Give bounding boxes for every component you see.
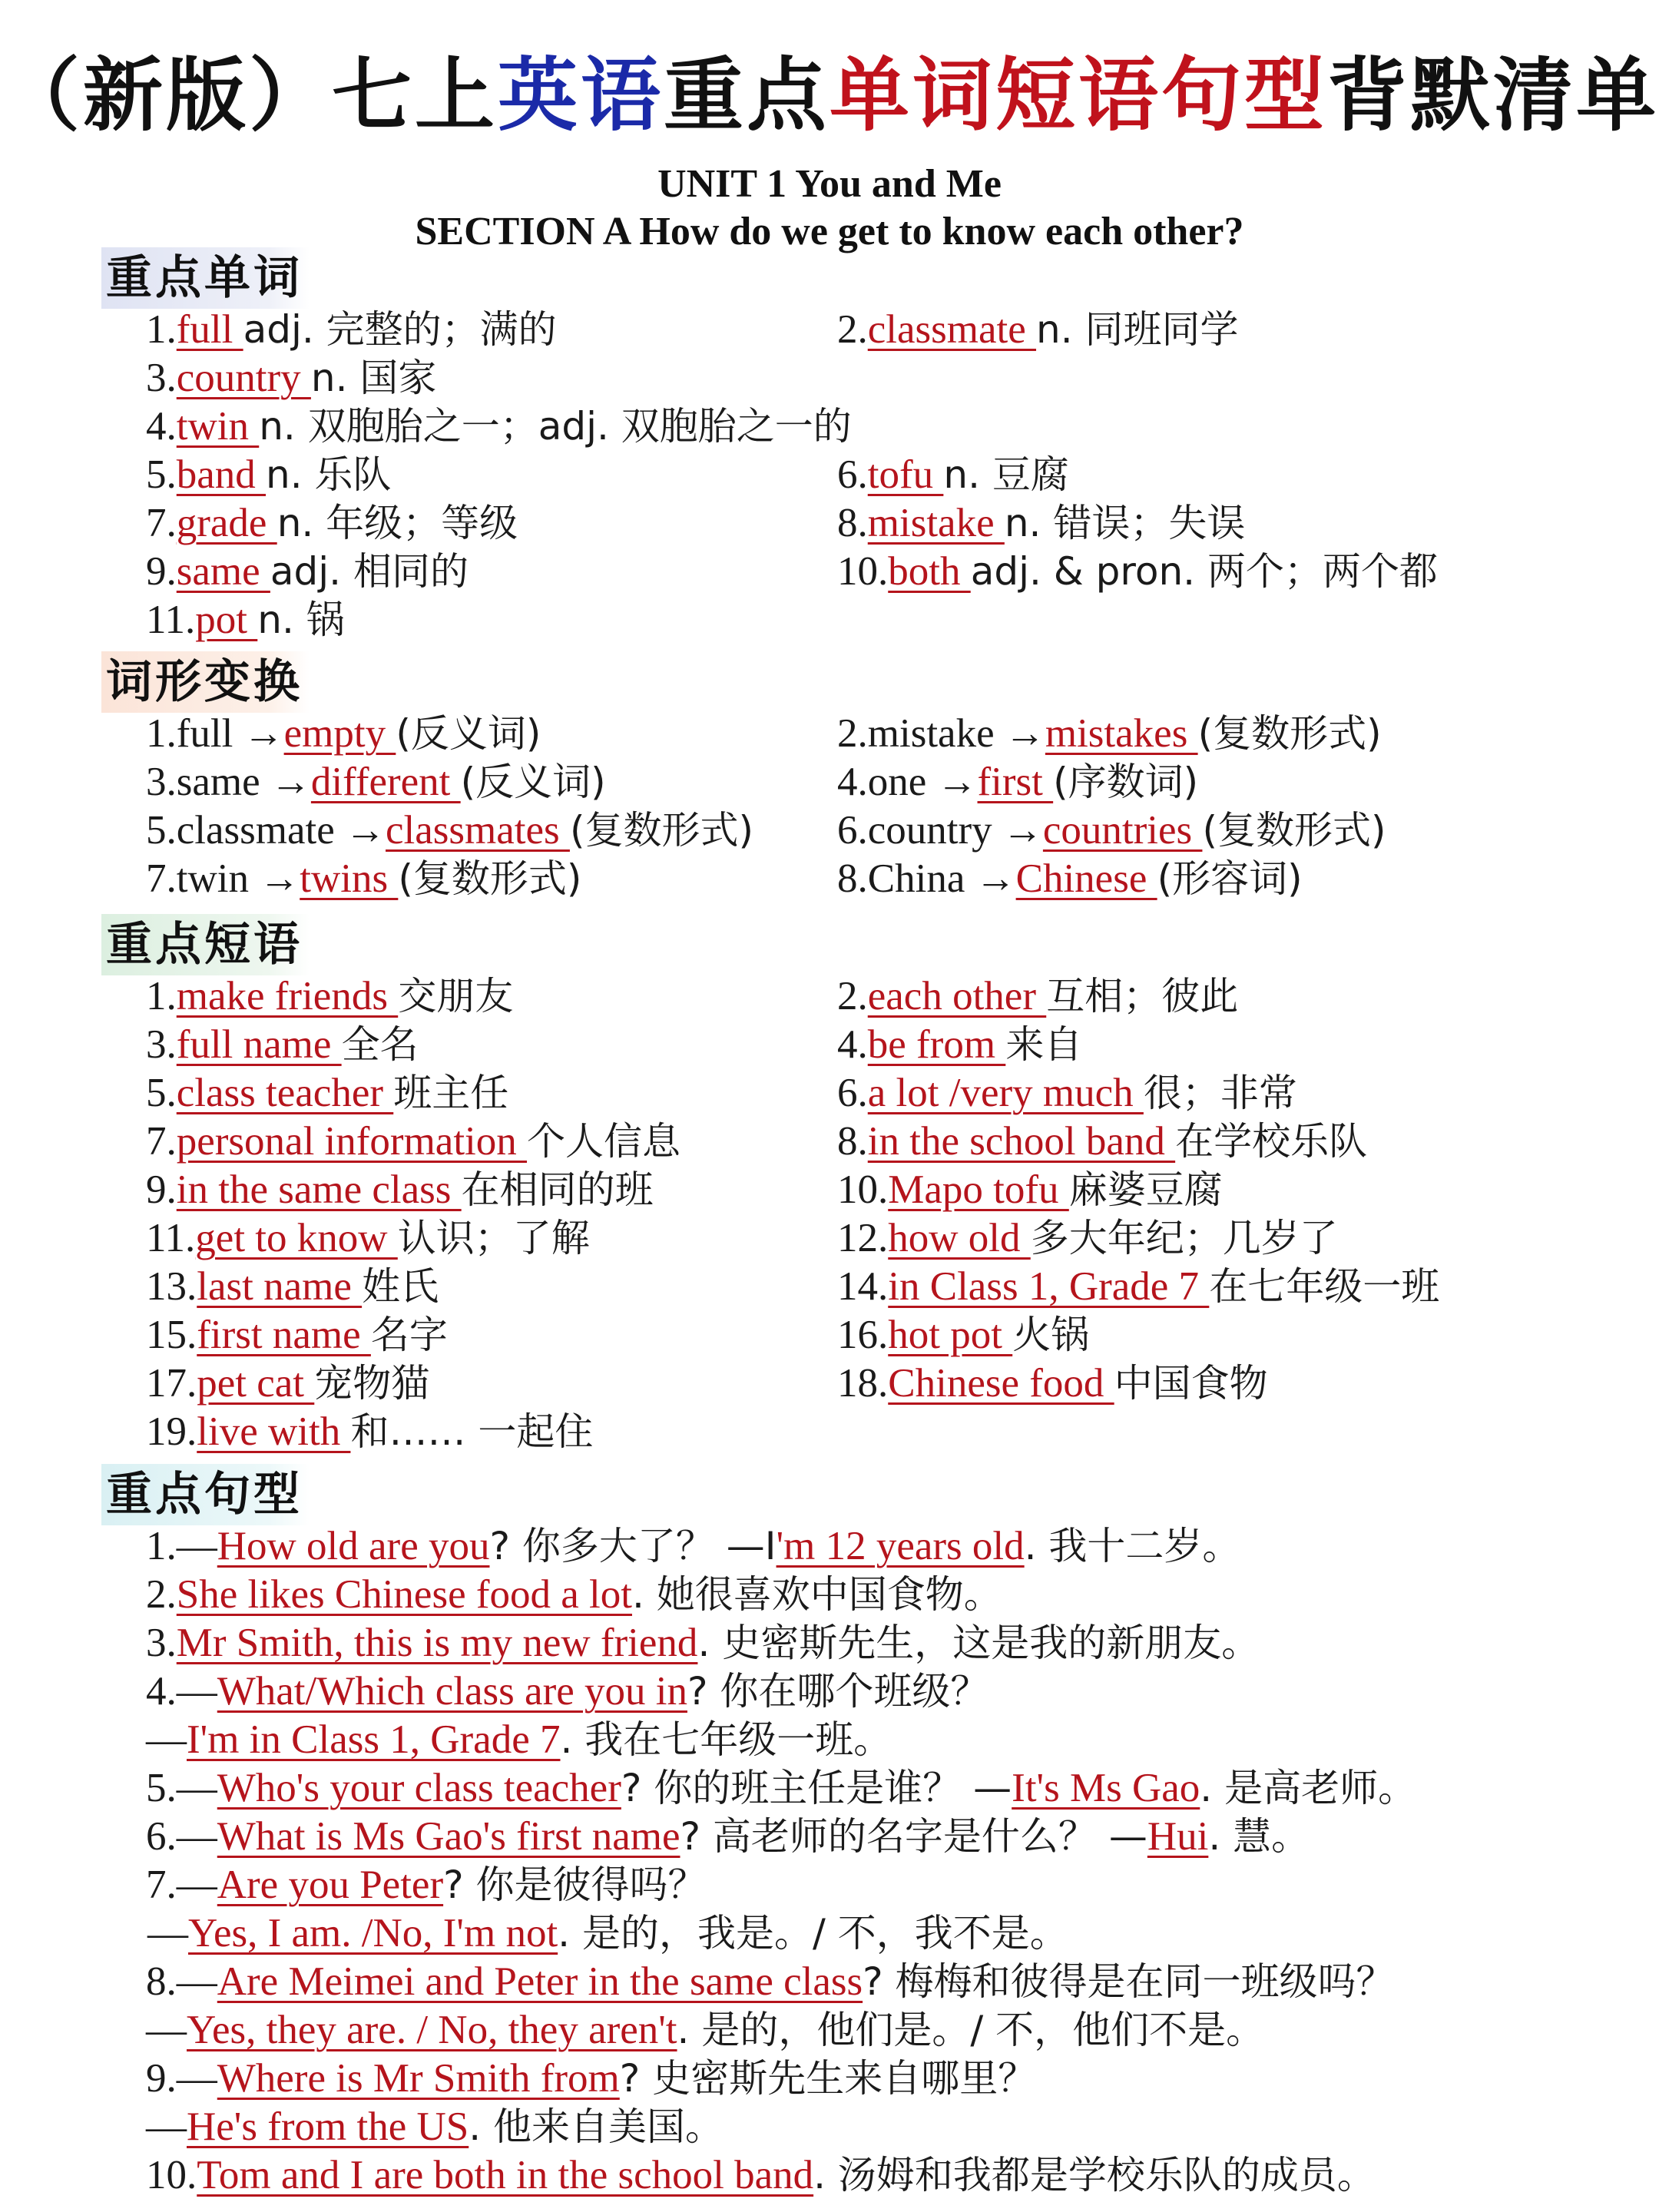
sentence-text: . 是的，他们是。/ 不，他们不是。	[677, 2008, 1265, 2052]
phrase-meaning: 多大年纪；几岁了	[1030, 1216, 1338, 1260]
phrase-number: 4.	[837, 1022, 868, 1067]
phrase-item	[837, 1166, 1223, 1214]
word-number: 1.	[146, 307, 177, 352]
phrase-answer: full name	[176, 1022, 342, 1067]
form-base: 6.country →	[837, 808, 1043, 853]
sentence-line	[146, 1716, 892, 1763]
sentence-line	[146, 1764, 1416, 1812]
word-number: 4.	[146, 404, 177, 449]
phrase-number: 16.	[837, 1313, 889, 1357]
word-number: 9.	[146, 549, 177, 594]
word-meaning: n. 双胞胎之一；adj. 双胞胎之一的	[259, 404, 852, 449]
word-meaning: n. 国家	[310, 356, 437, 400]
word-item	[837, 499, 1245, 547]
sentence-answer: What/Which class are you in	[217, 1669, 687, 1714]
word-number: 10.	[837, 549, 889, 594]
word-item	[146, 354, 436, 402]
phrase-number: 14.	[837, 1264, 889, 1309]
phrase-answer: personal information	[176, 1119, 528, 1164]
phrase-item	[146, 972, 513, 1020]
phrases-heading: 重点短语	[101, 914, 310, 975]
sentence-line	[146, 1958, 1395, 2005]
sentence-text: ? 你是彼得吗？	[443, 1863, 707, 1907]
word-item	[837, 306, 1239, 353]
phrase-item	[837, 1263, 1439, 1310]
phrase-answer: make friends	[176, 974, 399, 1018]
word-item	[146, 596, 345, 644]
page-title	[0, 31, 1659, 146]
phrase-answer: each other	[867, 974, 1047, 1018]
phrase-answer: pet cat	[197, 1361, 315, 1406]
form-base: 7.twin →	[146, 856, 300, 901]
sentence-answer: Are you Peter	[217, 1863, 444, 1907]
title-part-list: 背默清单	[1327, 48, 1659, 142]
sentence-text: 1.—	[146, 1524, 217, 1568]
phrase-answer: in the same class	[176, 1167, 462, 1212]
sentence-text: . 他来自美国。	[469, 2104, 724, 2149]
phrase-answer: in the school band	[867, 1119, 1176, 1164]
sentence-text: . 是高老师。	[1200, 1766, 1417, 1810]
sentence-answer: What is Ms Gao's first name	[217, 1814, 680, 1859]
sentence-answer: Yes, I am. /No, I'm not	[188, 1911, 558, 1955]
sentence-text: 6.—	[146, 1814, 217, 1859]
phrase-item	[146, 1118, 680, 1165]
form-type: (反义词)	[460, 760, 606, 804]
phrase-number: 3.	[146, 1022, 177, 1067]
phrase-answer: class teacher	[176, 1071, 394, 1115]
phrase-meaning: 名字	[370, 1313, 448, 1357]
form-item	[146, 758, 606, 806]
sentence-answer: Mr Smith, this is my new friend	[176, 1621, 698, 1665]
form-item	[146, 855, 581, 902]
sentence-text: 4.—	[146, 1669, 217, 1714]
sentence-text: 8.—	[146, 1959, 217, 2004]
form-type: (复数形式)	[1197, 711, 1382, 756]
phrase-meaning: 全名	[341, 1022, 419, 1067]
sentence-answer: I'm in Class 1, Grade 7	[187, 1717, 561, 1762]
phrase-meaning: 很；非常	[1143, 1071, 1297, 1115]
word-number: 6.	[837, 452, 868, 497]
sentence-text: —	[146, 1717, 187, 1762]
sentence-text: 7.—	[146, 1863, 217, 1907]
title-part-words: 单词短语句型	[830, 48, 1328, 142]
word-meaning: n. 豆腐	[943, 452, 1069, 497]
phrase-answer: hot pot	[888, 1313, 1013, 1357]
phrase-answer: first name	[197, 1313, 371, 1357]
sentence-text: . 史密斯先生，这是我的新朋友。	[697, 1621, 1260, 1665]
sentence-text: 9.—	[146, 2056, 217, 2101]
phrase-number: 12.	[837, 1216, 889, 1260]
title-part-english: 英语	[498, 48, 664, 142]
sentence-text: —	[146, 2008, 187, 2052]
word-number: 5.	[146, 452, 177, 497]
phrase-number: 17.	[146, 1361, 197, 1406]
form-item	[837, 758, 1198, 806]
phrase-number: 15.	[146, 1313, 197, 1357]
phrase-item	[837, 1359, 1268, 1407]
word-meaning: n. 错误；失误	[1004, 501, 1246, 545]
sentence-text: 2.	[146, 1572, 177, 1617]
phrase-meaning: 姓氏	[362, 1264, 439, 1309]
word-answer: classmate	[867, 307, 1037, 352]
phrase-item	[837, 1118, 1367, 1165]
word-answer: same	[176, 549, 270, 594]
sentence-text: ? 梅梅和彼得是在同一班级吗？	[863, 1959, 1395, 2004]
sentence-answer: He's from the US	[187, 2104, 469, 2149]
phrase-answer: Mapo tofu	[888, 1167, 1069, 1212]
form-base: 3.same →	[146, 760, 311, 804]
sentence-answer: Yes, they are. / No, they aren't	[187, 2008, 677, 2052]
sentence-line	[146, 2103, 724, 2151]
word-number: 3.	[146, 356, 177, 400]
phrase-meaning: 在学校乐队	[1175, 1119, 1368, 1164]
form-base: 4.one →	[837, 760, 978, 804]
sentence-text: . 慧。	[1208, 1814, 1310, 1859]
sentence-text: ? 你多大了？ —I	[489, 1524, 777, 1568]
sentence-answer: How old are you	[217, 1524, 490, 1568]
word-number: 2.	[837, 307, 868, 352]
word-item	[837, 548, 1438, 595]
phrase-meaning: 宠物猫	[314, 1361, 430, 1406]
phrase-number: 18.	[837, 1361, 889, 1406]
phrase-item	[146, 1021, 419, 1068]
phrase-answer: last name	[197, 1264, 363, 1309]
form-answer: Chinese	[1015, 856, 1157, 901]
phrase-answer: a lot /very much	[867, 1071, 1144, 1115]
form-type: (复数形式)	[569, 808, 753, 853]
sentence-line	[146, 1861, 707, 1909]
sentence-line	[146, 1571, 1002, 1618]
sentence-text: ? 你在哪个班级？	[687, 1669, 989, 1714]
forms-heading: 词形变换	[101, 651, 310, 713]
phrase-meaning: 在相同的班	[461, 1167, 654, 1212]
phrase-number: 8.	[837, 1119, 868, 1164]
form-type: (形容词)	[1157, 856, 1303, 901]
form-answer: mistakes	[1045, 711, 1198, 756]
phrase-item	[837, 1214, 1338, 1262]
word-item	[146, 306, 557, 353]
form-base: 8.China →	[837, 856, 1016, 901]
word-item	[146, 451, 392, 498]
phrase-meaning: 个人信息	[527, 1119, 681, 1164]
word-number: 11.	[146, 598, 196, 642]
phrase-meaning: 来自	[1005, 1022, 1083, 1067]
phrase-item	[146, 1263, 439, 1310]
phrase-number: 11.	[146, 1216, 196, 1260]
phrase-meaning: 中国食物	[1114, 1361, 1268, 1406]
form-item	[837, 855, 1303, 902]
sentences-heading: 重点句型	[101, 1464, 310, 1525]
phrase-meaning: 麻婆豆腐	[1068, 1167, 1223, 1212]
phrase-item	[146, 1214, 590, 1262]
word-meaning: n. 年级；等级	[276, 501, 518, 545]
phrase-meaning: 认识；了解	[397, 1216, 590, 1260]
phrase-answer: Chinese food	[888, 1361, 1114, 1406]
word-meaning: n. 乐队	[266, 452, 392, 497]
sentence-text: ? 高老师的名字是什么？ —	[680, 1814, 1147, 1859]
sentence-text: 10.	[146, 2153, 197, 2197]
form-item	[146, 710, 541, 757]
word-answer: band	[176, 452, 267, 497]
phrase-number: 5.	[146, 1071, 177, 1115]
sentence-text: 5.—	[146, 1766, 217, 1810]
section-title: SECTION A How do we get to know each other?	[415, 210, 1244, 253]
sentence-text: 3.	[146, 1621, 177, 1665]
phrase-answer: how old	[888, 1216, 1031, 1260]
sentence-line	[146, 2006, 1264, 2054]
phrase-number: 6.	[837, 1071, 868, 1115]
phrase-item	[146, 1311, 448, 1359]
phrase-answer: get to know	[195, 1216, 398, 1260]
phrase-answer: be from	[867, 1022, 1006, 1067]
sentence-line	[147, 1909, 1068, 1957]
word-number: 7.	[146, 501, 177, 545]
sentence-answer: She likes Chinese food a lot	[176, 1572, 632, 1617]
sentence-text: . 汤姆和我都是学校乐队的成员。	[813, 2153, 1376, 2197]
word-answer: pot	[195, 598, 258, 642]
word-item	[837, 451, 1069, 498]
word-answer: grade	[176, 501, 277, 545]
phrase-item	[146, 1359, 429, 1407]
form-base: 5.classmate →	[146, 808, 386, 853]
phrase-meaning: 在七年级一班	[1209, 1264, 1440, 1309]
phrase-item	[837, 972, 1238, 1020]
phrase-number: 2.	[837, 974, 868, 1018]
phrase-meaning: 交朋友	[398, 974, 514, 1018]
form-type: (反义词)	[396, 711, 541, 756]
sentence-text: . 她很喜欢中国食物。	[631, 1572, 1002, 1617]
sentence-line	[146, 1667, 988, 1715]
phrase-number: 1.	[146, 974, 177, 1018]
word-answer: country	[176, 356, 311, 400]
sentence-answer: Where is Mr Smith from	[217, 2056, 620, 2101]
sentence-text: ? 史密斯先生来自哪里？	[619, 2056, 1037, 2101]
sentence-answer: It's Ms Gao	[1012, 1766, 1200, 1810]
phrase-item	[837, 1069, 1297, 1117]
word-item	[146, 499, 518, 547]
phrase-meaning: 火锅	[1012, 1313, 1090, 1357]
phrase-number: 19.	[146, 1409, 197, 1454]
sentence-line	[146, 2151, 1376, 2199]
sentence-answer: Are Meimei and Peter in the same class	[217, 1959, 863, 2004]
words-heading: 重点单词	[101, 247, 310, 309]
word-answer: both	[888, 549, 971, 594]
word-meaning: n. 锅	[257, 598, 345, 642]
sentence-answer: Hui	[1147, 1814, 1209, 1859]
form-type: (复数形式)	[398, 856, 582, 901]
word-answer: twin	[176, 404, 260, 449]
phrase-item	[837, 1311, 1089, 1359]
word-number: 8.	[837, 501, 868, 545]
phrase-meaning: 互相；彼此	[1046, 974, 1239, 1018]
phrase-number: 13.	[146, 1264, 197, 1309]
form-answer: classmates	[386, 808, 570, 853]
phrase-number: 10.	[837, 1167, 889, 1212]
sentence-answer: 'm 12 years old	[776, 1524, 1025, 1568]
word-answer: tofu	[867, 452, 944, 497]
sentence-answer: Who's your class teacher	[217, 1766, 621, 1810]
word-answer: full	[176, 307, 243, 352]
form-item	[146, 806, 753, 854]
sentence-text: ? 你的班主任是谁？ —	[621, 1766, 1012, 1810]
sentence-line	[146, 1619, 1260, 1667]
form-answer: first	[977, 760, 1054, 804]
form-type: (序数词)	[1053, 760, 1199, 804]
sentence-line	[146, 1522, 1240, 1570]
form-base: 1.full →	[146, 711, 284, 756]
sentence-answer: Tom and I are both in the school band	[197, 2153, 814, 2197]
phrase-meaning: 班主任	[393, 1071, 509, 1115]
word-item	[146, 402, 852, 450]
sentence-text: . 我在七年级一班。	[560, 1717, 892, 1762]
phrase-answer: live with	[197, 1409, 351, 1454]
phrase-meaning: 和…… 一起住	[350, 1409, 594, 1454]
word-item	[146, 548, 469, 595]
title-part-1: （新版）七上	[0, 48, 498, 142]
unit-title: UNIT 1 You and Me	[657, 162, 1002, 206]
phrase-item	[146, 1408, 593, 1455]
phrase-number: 7.	[146, 1119, 177, 1164]
sentence-text: . 是的，我是。/ 不，我不是。	[558, 1911, 1068, 1955]
sentence-text: —	[147, 1911, 188, 1955]
phrase-item	[146, 1069, 508, 1117]
phrase-answer: in Class 1, Grade 7	[888, 1264, 1210, 1309]
phrase-item	[146, 1166, 654, 1214]
word-meaning: adj. 相同的	[270, 549, 469, 594]
word-meaning: adj. & pron. 两个；两个都	[970, 549, 1438, 594]
sentence-line	[146, 2055, 1036, 2102]
form-item	[837, 710, 1382, 757]
form-answer: empty	[283, 711, 396, 756]
word-meaning: n. 同班同学	[1036, 307, 1239, 352]
word-answer: mistake	[867, 501, 1005, 545]
form-answer: different	[310, 760, 461, 804]
form-answer: countries	[1042, 808, 1203, 853]
sentence-text: —	[146, 2104, 187, 2149]
word-meaning: adj. 完整的；满的	[243, 307, 557, 352]
form-answer: twins	[300, 856, 399, 901]
title-part-key: 重点	[664, 48, 830, 142]
form-base: 2.mistake →	[837, 711, 1045, 756]
phrase-number: 9.	[146, 1167, 177, 1212]
sentence-text: . 我十二岁。	[1024, 1524, 1241, 1568]
form-item	[837, 806, 1386, 854]
sentence-line	[146, 1813, 1310, 1860]
phrase-item	[837, 1021, 1082, 1068]
form-type: (复数形式)	[1202, 808, 1386, 853]
